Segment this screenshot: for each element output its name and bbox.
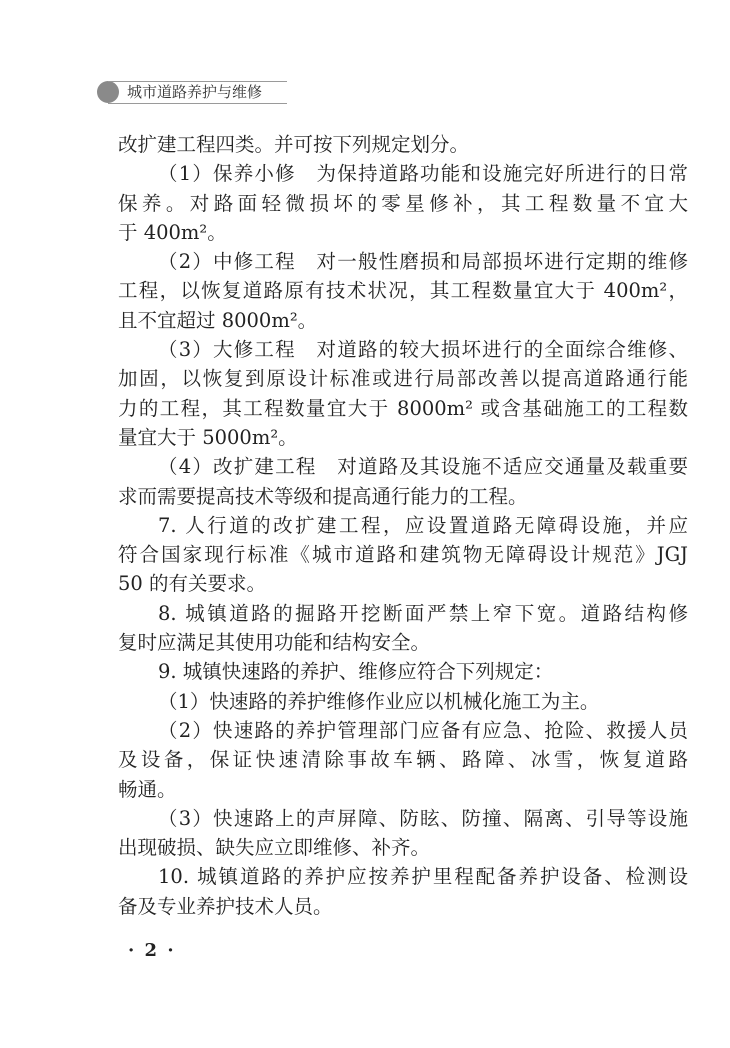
text-line: 50 的有关要求。 [118,572,267,596]
text-line: 7. 人行道的改扩建工程，应设置道路无障碍设施，并应 [158,513,688,537]
text-line: 备及专业养护技术人员。 [118,894,333,918]
book-title: 城市道路养护与维修 [127,83,263,101]
page-body [118,130,688,921]
text-line: 8. 城镇道路的掘路开挖断面严禁上窄下宽。道路结构修 [158,601,688,625]
paragraph [118,687,688,716]
text-line: （2）快速路的养护管理部门应备有应急、抢险、救援人员 [158,718,688,742]
text-line: 且不宜超过 8000m²。 [118,308,318,332]
text-line: 求而需要提高技术等级和提高通行能力的工程。 [118,484,528,508]
paragraph [118,657,688,686]
running-header [97,80,287,104]
text-line: （3）大修工程 对道路的较大损坏进行的全面综合维修、 [158,338,688,362]
paragraph [118,247,688,335]
paragraph [118,511,688,599]
text-line: 及设备，保证快速清除事故车辆、路障、冰雪，恢复道路 [118,748,688,772]
text-line: 符合国家现行标准《城市道路和建筑物无障碍设计规范》JGJ [118,543,688,567]
text-line: 出现破损、缺失应立即维修、补齐。 [118,836,431,860]
text-line: 于 400m²。 [118,220,227,244]
text-line: （2）中修工程 对一般性磨损和局部损坏进行定期的维修 [158,250,688,274]
text-line: （1）快速路的养护维修作业应以机械化施工为主。 [158,689,600,713]
text-line: 加固，以恢复到原设计标准或进行局部改善以提高道路通行能 [118,367,688,391]
text-line: （4）改扩建工程 对道路及其设施不适应交通量及载重要 [158,455,688,479]
text-line: 保养。对路面轻微损坏的零星修补，其工程数量不宜大 [118,191,688,215]
paragraph [118,452,688,511]
text-line: 9. 城镇快速路的养护、维修应符合下列规定： [158,660,554,684]
text-line: 10. 城镇道路的养护应按养护里程配备养护设备、检测设 [158,865,688,889]
header-rule-top [108,81,287,82]
text-line: （3）快速路上的声屏障、防眩、防撞、隔离、引导等设施 [158,806,688,830]
text-line: （1）保养小修 为保持道路功能和设施完好所进行的日常 [158,162,688,186]
text-line: 改扩建工程四类。并可按下列规定划分。 [118,133,470,156]
paragraph [118,862,688,921]
page-number: · 2 · [128,940,176,961]
text-line: 工程，以恢复道路原有技术状况，其工程数量宜大于 400m²， [118,279,688,303]
text-line: 复时应满足其使用功能和结构安全。 [118,631,431,655]
paragraph [118,130,688,159]
text-line: 力的工程，其工程数量宜大于 8000m² 或含基础施工的工程数 [118,396,688,420]
paragraph [118,599,688,658]
text-line: 量宜大于 5000m²。 [118,425,298,449]
paragraph [118,159,688,247]
paragraph [118,716,688,804]
paragraph [118,804,688,863]
header-rule-bottom [108,103,287,104]
paragraph [118,335,688,452]
text-line: 畅通。 [118,777,177,801]
header-circle-decoration [97,81,119,103]
